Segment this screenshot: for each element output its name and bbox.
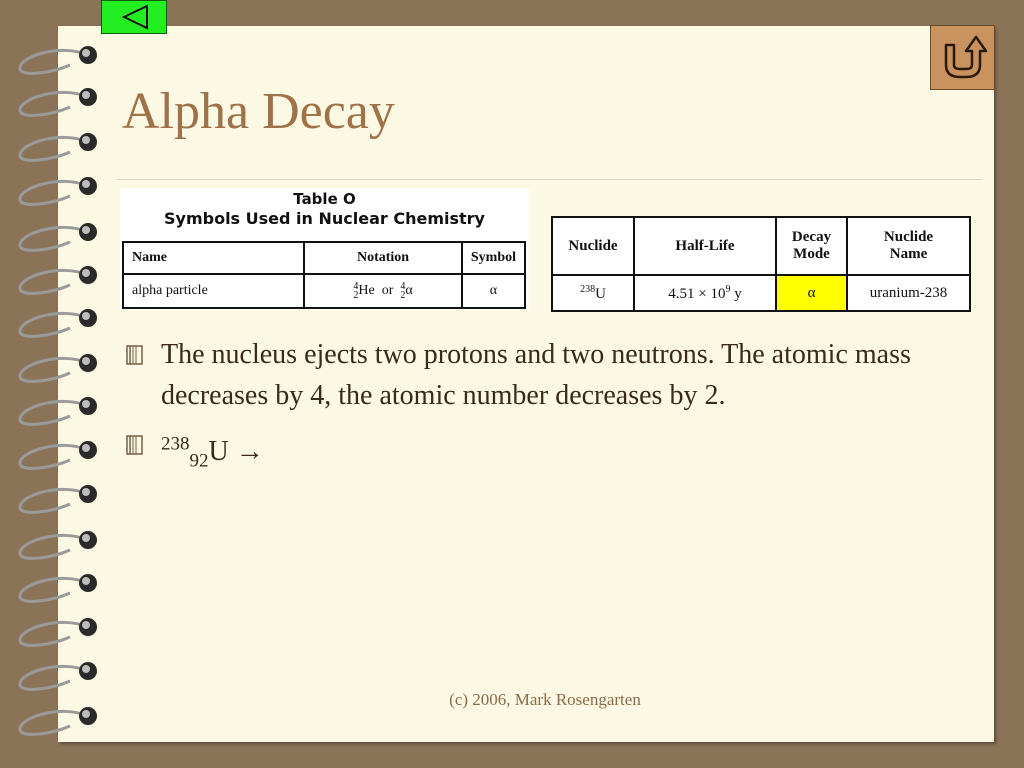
binding-highlight [82,49,90,57]
table-o-grid [122,241,526,309]
table-o-header-notation: Notation [304,242,462,274]
binding-highlight [82,444,90,452]
binding-ring [20,711,88,734]
table-o-image [120,188,529,310]
binding-highlight [82,226,90,234]
binding-ring [20,92,88,115]
binding-highlight [82,400,90,408]
binding-ring [20,313,88,336]
table-o-header-symbol: Symbol [462,242,525,274]
binding-highlight [82,136,90,144]
binding-highlight [82,357,90,365]
nuclide-cell-decay-mode: α [776,275,847,311]
binding-ring [20,401,88,424]
table-o-caption-subtitle: Symbols Used in Nuclear Chemistry [164,209,485,228]
nuclide-header-decay-mode: Decay Mode [776,217,847,275]
nuclide-cell-name: uranium-238 [847,275,970,311]
notebook-page-icon [122,343,146,367]
u-turn-arrow-icon [936,31,990,85]
binding-ring [20,270,88,293]
home-button[interactable] [930,25,995,90]
bullet-item [122,334,972,416]
binding-highlight [82,621,90,629]
binding-ring [20,358,88,381]
binding-highlight [82,577,90,585]
bullet-text: The nucleus ejects two protons and two neutrons. The atomic mass decreases by 4, the atomic number decreases by 2. [161,339,911,411]
nuclide-header-name: Nuclide Name [847,217,970,275]
nuclide-header-nuclide: Nuclide [552,217,634,275]
binding-ring [20,666,88,689]
notation-or: or [381,283,394,299]
table-o-cell-notation [304,274,462,308]
nuclide-cell-nuclide: $^{238}$U [552,275,634,311]
title-divider [117,179,982,180]
element-symbol: U [208,436,229,468]
slide-title: Alpha Decay [122,83,395,140]
binding-ring [20,137,88,160]
binding-ring [20,535,88,558]
nuclide-table [551,216,971,312]
table-o-header-name: Name [123,242,304,274]
binding-highlight [82,534,90,542]
binding-ring [20,445,88,468]
notation-symbol-2: α [405,283,413,299]
table-o-cell-name: alpha particle [123,274,304,308]
binding-highlight [82,665,90,673]
binding-ring [20,578,88,601]
notation-mass-2: 4 [400,281,406,292]
binding-ring [20,181,88,204]
left-triangle-icon [121,4,149,30]
bullet-item [122,424,972,482]
binding-highlight [82,312,90,320]
notation-atomic-2: 2 [400,290,406,301]
table-o-caption-title: Table O [293,190,356,208]
back-button[interactable] [101,0,167,34]
notation-atomic-1: 2 [353,290,359,301]
binding-ring [20,50,88,73]
binding-highlight [82,91,90,99]
binding-highlight [82,269,90,277]
table-o-cell-symbol: α [462,274,525,308]
nuclear-equation [161,434,264,472]
notation-symbol-1: He [358,283,375,299]
notation-mass-1: 4 [353,281,359,292]
copyright-footer: (c) 2006, Mark Rosengarten [449,690,641,709]
nuclide-cell-half-life: $4.51 \times 10^9$ y [634,275,776,311]
binding-highlight [82,710,90,718]
reaction-arrow: → [235,436,264,468]
mass-number: 238 [161,434,190,455]
binding-ring [20,489,88,512]
binding-ring [20,622,88,645]
atomic-number: 92 [189,450,209,472]
nuclide-header-half-life: Half-Life [634,217,776,275]
binding-highlight [82,488,90,496]
notebook-page-icon [122,433,146,457]
binding-highlight [82,180,90,188]
binding-ring [20,227,88,250]
bullet-list [122,334,972,490]
spiral-binding [0,0,110,768]
